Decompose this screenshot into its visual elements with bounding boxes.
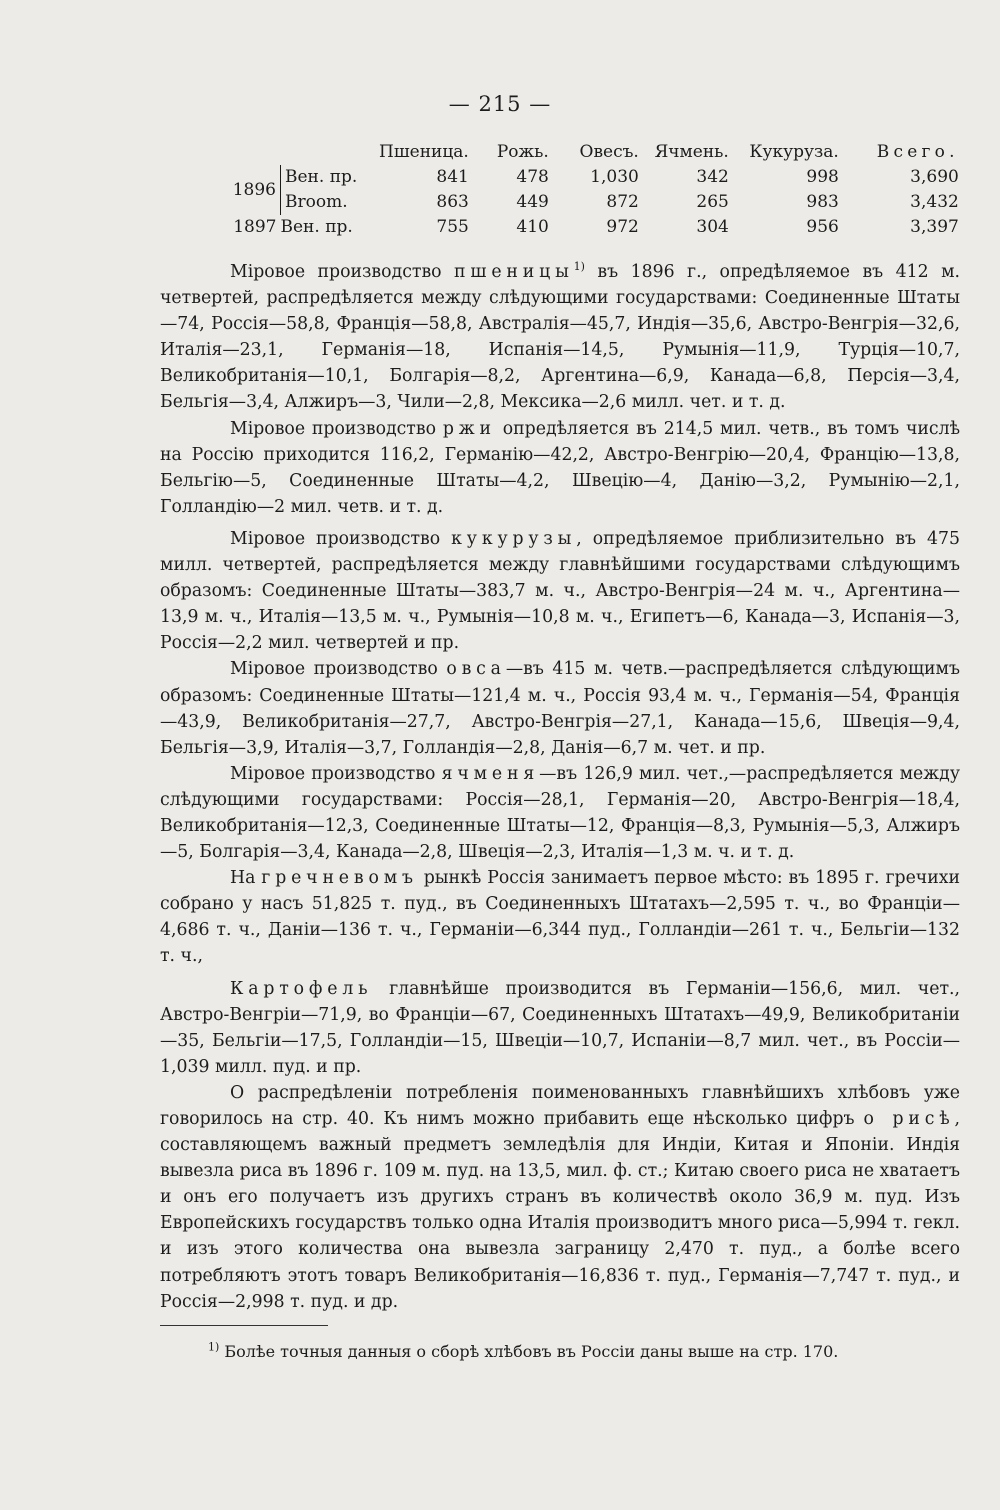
- table-cell: 3,432: [910, 192, 959, 212]
- paragraph-corn: Міровое производство кукурузы, опредѣляемое приблизительно въ 475 милл. четвертей, распредѣляется между главнѣйшими государствами слѣдующимъ образомъ: Соединенные Штаты—383,7 м. ч., Австро-Венгрія—24 м. ч., Аргентина—13,9 м. ч., Италія—13,5 м. ч., Румынія—10,8 м. ч., Египетъ—6, Канада—3, Испанія—3, Россія—2,2 мил. четвертей и пр.: [160, 528, 961, 654]
- table-cell: 265: [696, 192, 729, 212]
- table-row: [228, 190, 959, 215]
- spaced-term: о рисѣ: [863, 1109, 955, 1129]
- harvest-table: [228, 140, 959, 240]
- table-cell: 1,030: [590, 167, 639, 187]
- spaced-term: кукурузы: [451, 528, 577, 549]
- table-cell: 304: [696, 217, 729, 237]
- row-source: Вен. пр.: [281, 165, 380, 190]
- row-year: 1897: [233, 217, 277, 237]
- column-header: Пшеница.: [379, 142, 469, 162]
- table-row: [228, 165, 959, 190]
- footnote: [208, 1340, 968, 1364]
- footnote-divider: [160, 1325, 328, 1326]
- spaced-term: овса: [446, 659, 506, 680]
- table-cell: 863: [436, 192, 469, 212]
- footnote-marker: 1): [208, 1340, 220, 1354]
- spaced-term: пшеницы: [454, 262, 574, 282]
- paragraph-potato: Картофель главнѣйше производится въ Германіи—156,6, мил. чет., Австро-Венгріи—71,9, во Франціи—67, Соединенныхъ Штатахъ—49,9, Великобританіи—35, Бельгіи—17,5, Голландіи—15, Швеціи—10,7, Испаніи—8,7 мил. чет., въ Россіи—1,039 милл. пуд. и пр.: [160, 978, 960, 1077]
- paragraph-rice: О распредѣленіи потребленія поименованныхъ главнѣйшихъ хлѣбовъ уже говорилось на стр. 40. Къ нимъ можно прибавить еще нѣсколько цифръ о рисѣ, составляющемъ важный предметъ земледѣлія для Индіи, Китая и Японіи. Индія вывезла риса въ 1896 г. 109 м. пуд. на 13,5, мил. ф. ст.; Китаю своего риса не хватаетъ и онъ его получаетъ изъ другихъ странъ въ количествѣ около 36,9 м. пуд. Изъ Европейскихъ государствъ только одна Италія производитъ много риса—5,994 т. гекл. и изъ этого количества она вывезла заграницу 2,470 т. пуд., а болѣе всего потребляютъ этотъ товаръ Великобританія—16,836 т. пуд., Германія—7,747 т. пуд., и Россія—2,998 т. пуд. и др.: [160, 1082, 960, 1312]
- spaced-term: гречневомъ: [261, 868, 418, 889]
- spaced-term: ячменя: [441, 763, 540, 784]
- column-header: Ячмень.: [654, 142, 729, 162]
- column-header: Овесъ.: [579, 142, 639, 162]
- paragraph-oats: Міровое производство овса—въ 415 м. четв.—распредѣляется слѣдующимъ образомъ: Соединенные Штаты—121,4 м. ч., Россія 93,4 м. ч., Германія—54, Франція—43,9, Великобританія—27,7, Австро-Венгрія—27,1, Канада—15,6, Швеція—9,4, Бельгія—3,9, Италія—3,7, Голландія—2,8, Данія—6,7 м. чет. и пр.: [160, 659, 960, 758]
- row-source: Вен. пр.: [280, 217, 353, 237]
- table-cell: 956: [806, 217, 839, 237]
- footnote-ref[interactable]: 1): [573, 260, 585, 274]
- table-cell: 983: [806, 192, 839, 212]
- table-header-row: [228, 140, 959, 165]
- table-cell: 972: [606, 217, 639, 237]
- table-cell: 410: [516, 217, 549, 237]
- table-cell: 478: [516, 167, 549, 187]
- footnote-text: Болѣе точныя данныя о сборѣ хлѣбовъ въ Россіи даны выше на стр. 170.: [219, 1342, 839, 1361]
- table-cell: 841: [436, 167, 469, 187]
- paragraph-rye: Міровое производство ржи опредѣляется въ 214,5 мил. четв., въ томъ числѣ на Россію приходится 116,2, Германію—42,2, Австро-Венгрію—20,4, Францію—13,8, Бельгію—5, Соединенные Штаты—4,2, Швецію—4, Данію—3,2, Румынію—2,1, Голландію—2 мил. четв. и т. д.: [160, 418, 961, 517]
- table-cell: 3,397: [910, 217, 959, 237]
- row-source: Broom.: [281, 190, 380, 215]
- table-cell: 998: [806, 167, 839, 187]
- page-number: — 215 —: [448, 92, 552, 116]
- row-year: 1896: [232, 179, 276, 200]
- table-cell: 342: [696, 167, 729, 187]
- table-cell: 3,690: [910, 167, 959, 187]
- paragraph-wheat: Міровое производство пшеницы$^{1)}$ въ 1896 г., опредѣляемое въ 412 м. четвертей, распредѣляется между слѣдующими государствами: Соединенные Штаты—74, Россія—58,8, Франція—58,8, Австралія—45,7, Индія—35,6, Австро-Венгрія—32,6, Италія—23,1, Германія—18, Испанія—14,5, Румынія—11,9, Турція—10,7, Великобританія—10,1, Болгарія—8,2, Аргентина—6,9, Канада—6,8, Персія—3,4, Бельгія—3,4, Алжиръ—3, Чили—2,8, Мексика—2,6 милл. чет. и т. д.: [160, 260, 961, 413]
- spaced-term: ржи: [442, 418, 496, 439]
- column-header: Всего.: [876, 142, 959, 162]
- table-cell: 755: [436, 217, 469, 237]
- table-cell: 449: [516, 192, 549, 212]
- column-header: Рожь.: [496, 142, 549, 162]
- paragraph-barley: Міровое производство ячменя—въ 126,9 мил. чет.,—распредѣляется между слѣдующими государствами: Россія—28,1, Германія—20, Австро-Венгрія—18,4, Великобританія—12,3, Соединенные Штаты—12, Франція—8,3, Румынія—5,3, Алжиръ—5, Болгарія—3,4, Канада—2,8, Швеція—2,3, Италія—1,3 м. ч. и т. д.: [160, 763, 960, 863]
- column-header: Кукуруза.: [749, 142, 839, 162]
- paragraph-buckwheat: На гречневомъ рынкѣ Россія занимаетъ первое мѣсто: въ 1895 г. гречихи собрано у насъ 51,825 т. пуд., въ Соединенныхъ Штатахъ—2,595 т. ч., во Франціи—4,686 т. ч., Даніи—136 т. ч., Германіи—6,344 пуд., Голландіи—261 т. ч., Бельгіи—132 т. ч.,: [160, 868, 960, 967]
- table-cell: 872: [606, 192, 639, 212]
- spaced-term: Картофель: [230, 978, 373, 999]
- body-text: [160, 259, 960, 1315]
- table-row: [228, 215, 959, 240]
